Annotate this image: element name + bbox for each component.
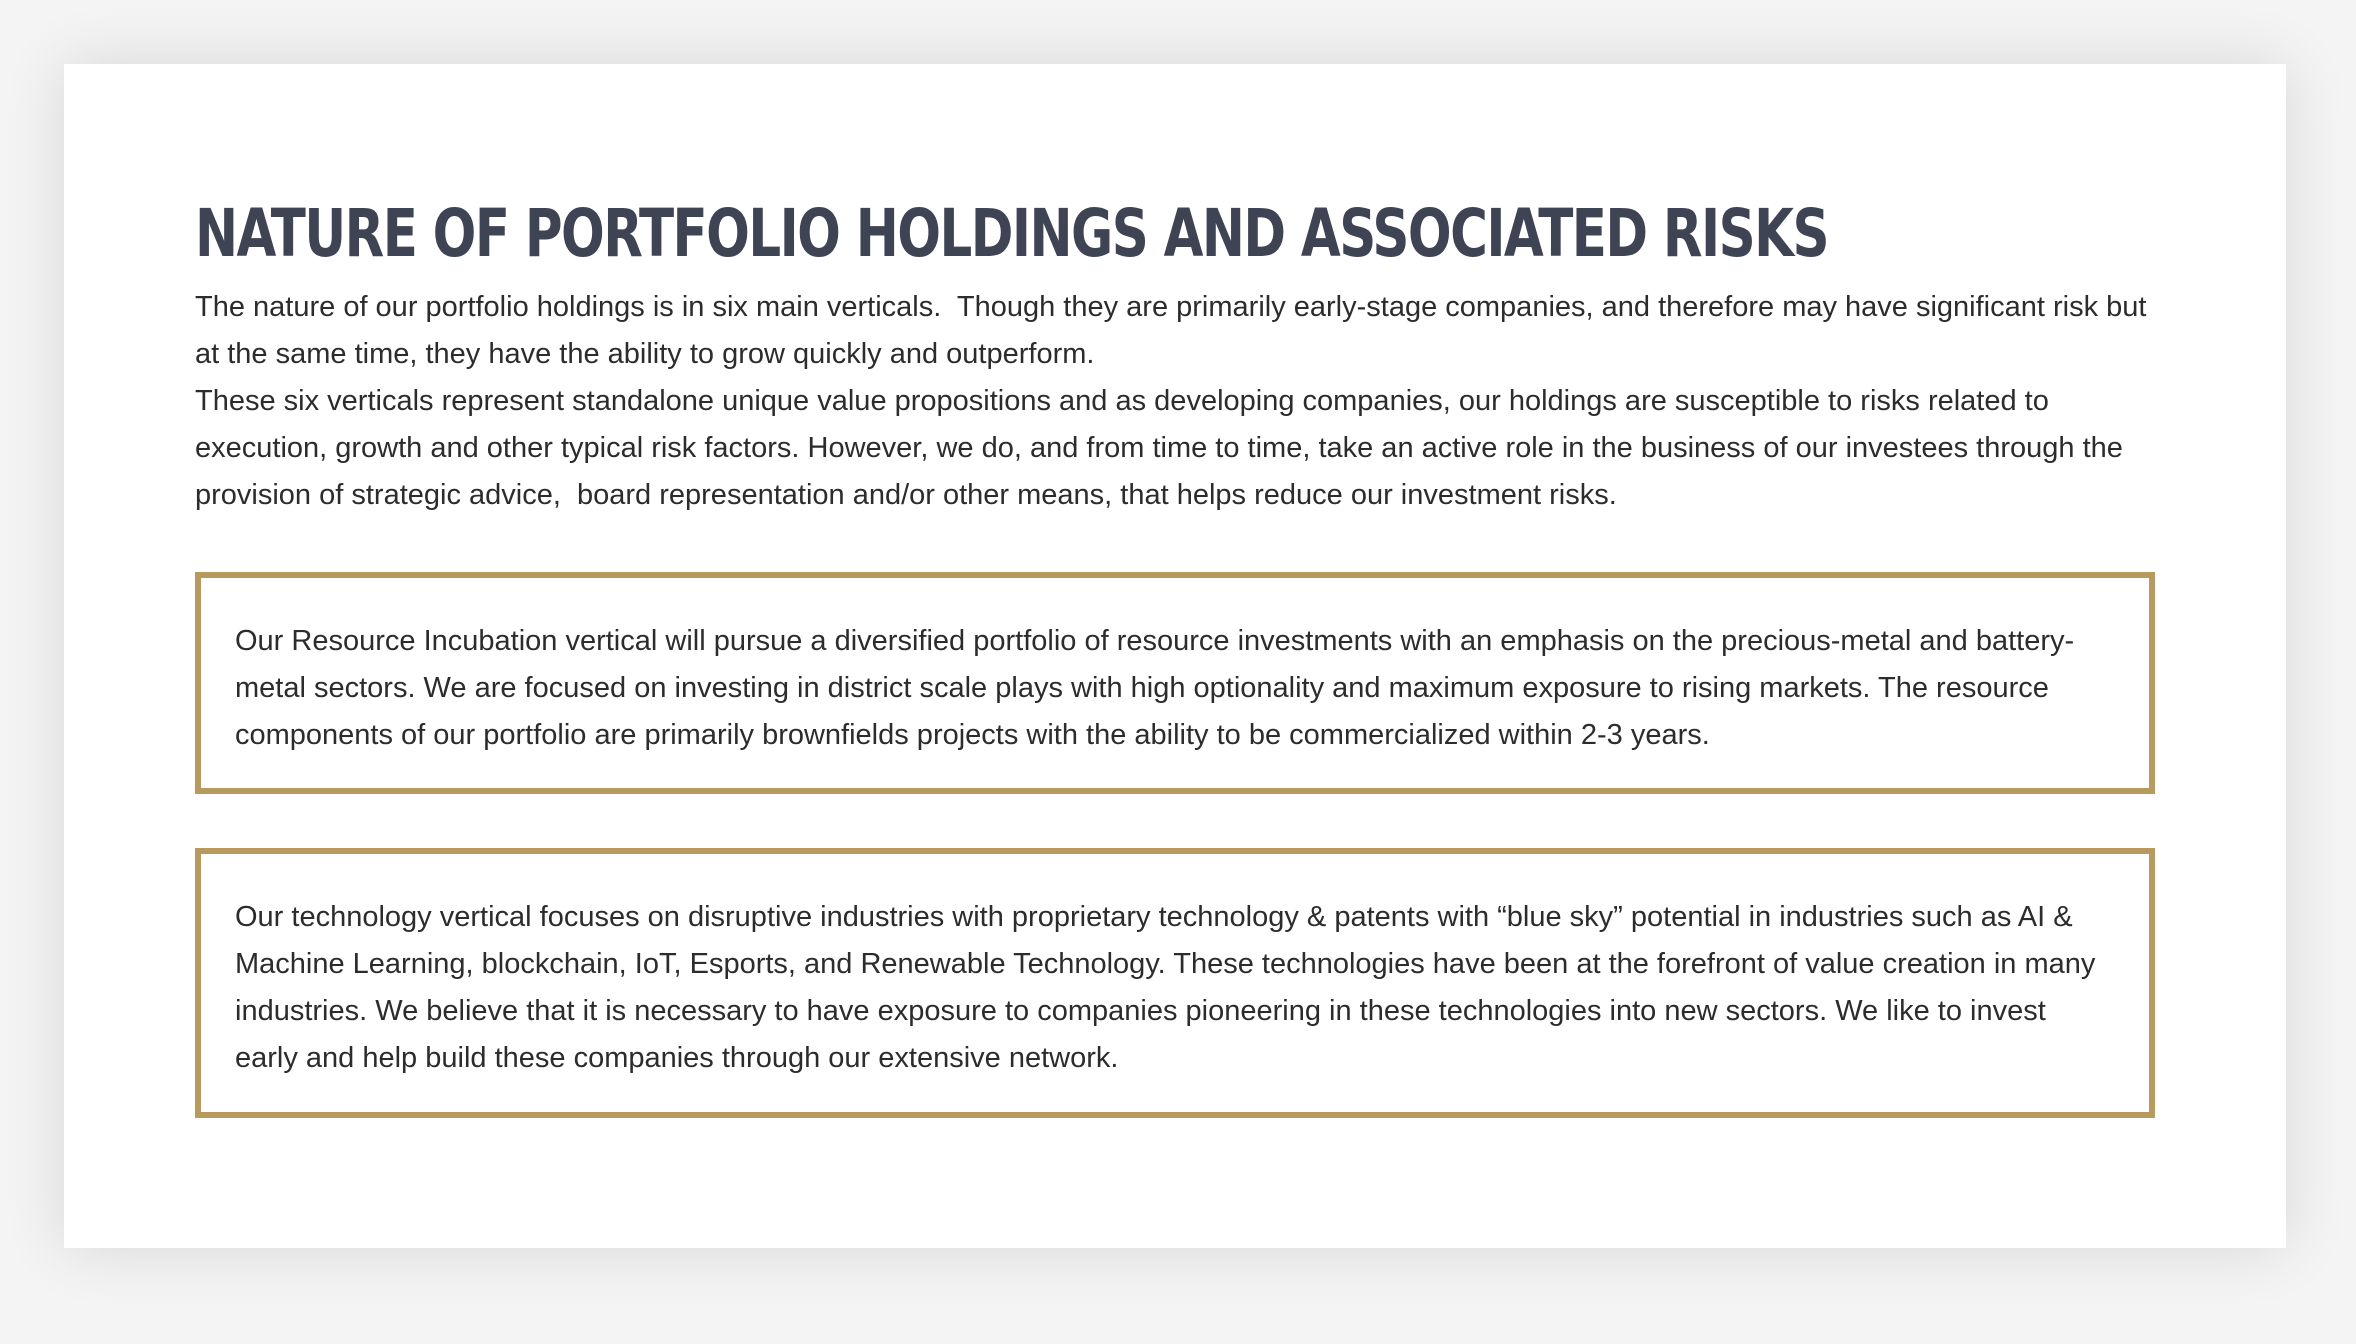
intro-paragraph: The nature of our portfolio holdings is in six main verticals. Though they are primarily early-stage companies, and therefore may have significant risk but at the same time, they have the ability to grow quickly and outperform. — [195, 291, 2155, 370]
technology-vertical-text: Our technology vertical focuses on disruptive industries with proprietary technology & patents with “blue sky” potential in industries such as AI & Machine Learning, blockchain, IoT, Esports, and Renewable Technology. These technologies have been at the forefront of value creation in many industries. We believe that it is necessary to have exposure to companies pioneering in these technologies into new sectors. We like to invest early and help build these companies through our extensive network. — [235, 901, 2096, 1074]
intro-paragraph: These six verticals represent standalone unique value propositions and as developing companies, our holdings are susceptible to risks related to execution, growth and other typical risk factors. However, we do, and from time to time, take an active role in the business of our investees through the provision of strategic advice, board representation and/or other means, that helps reduce our investment risks. — [195, 385, 2131, 511]
resource-incubation-text: Our Resource Incubation vertical will pursue a diversified portfolio of resource investments with an emphasis on the precious-metal and battery-metal sectors. We are focused on investing in district scale plays with high optionality and maximum exposure to rising markets. The resource components of our portfolio are primarily brownfields projects with the ability to be commercialized within 2-3 years. — [235, 625, 2075, 751]
page-title: NATURE OF PORTFOLIO HOLDINGS AND ASSOCIATED RISKS — [195, 195, 1828, 272]
intro-text — [195, 284, 2160, 519]
document-card — [64, 64, 2286, 1248]
resource-incubation-box — [195, 572, 2155, 794]
technology-vertical-box — [195, 848, 2155, 1118]
